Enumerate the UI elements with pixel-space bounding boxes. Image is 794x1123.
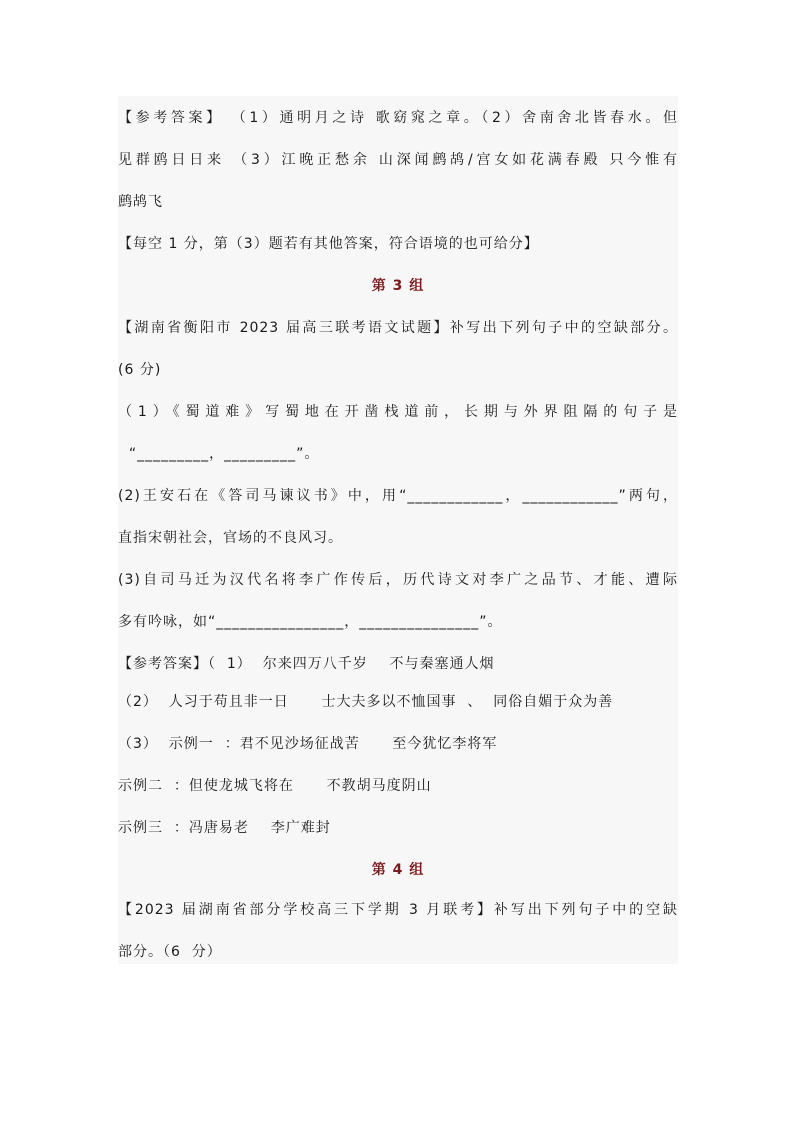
question-header: 【湖南省衡阳市 2023 届高三联考语文试题】补写出下列句子中的空缺部分。 (118, 320, 678, 336)
question-1-blank: “_________，_________”。 (118, 446, 320, 462)
answer-line-2: 见群鸥日日来 （3）江晚正愁余 山深闻鹧鸪/宫女如花满春殿 只今惟有 (118, 152, 678, 168)
scoring-note: 【每空 1 分，第（3）题若有其他答案，符合语境的也可给分】 (118, 236, 539, 252)
group-3-heading: 第 3 组 (371, 278, 425, 294)
answer-line-1: 【参考答案】 （1）通明月之诗 歌窈窕之章。（2）舍南舍北皆春水。但 (118, 110, 678, 126)
question-3: (3)自司马迁为汉代名将李广作传后，历代诗文对李广之品节、才能、遭际 (118, 572, 678, 588)
group-4-question-cont: 部分。（6 分） (118, 944, 222, 960)
answer-3-example-2: 示例二 ：但使龙城飞将在 不教胡马度阴山 (118, 778, 432, 794)
question-2: (2)王安石在《答司马谏议书》中，用“____________，____________”两句， (118, 488, 678, 504)
question-3-cont: 多有吟咏，如“________________，_______________”。 (118, 614, 503, 630)
question-2-cont: 直指宋朝社会，官场的不良风习。 (118, 530, 343, 546)
answer-3-example-1: （3） 示例一 ：君不见沙场征战苦 至今犹忆李将军 (118, 736, 498, 752)
group-4-question: 【2023 届湖南省部分学校高三下学期 3 月联考】补写出下列句子中的空缺 (118, 902, 678, 918)
answer-line-3: 鹧鸪飞 (118, 194, 163, 210)
answer-2: （2） 人习于苟且非一日 士大夫多以不恤国事 、 同俗自媚于众为善 (118, 694, 614, 710)
question-score: (6 分) (118, 362, 162, 378)
answer-3-example-3: 示例三 ：冯唐易老 李广难封 (118, 820, 331, 836)
group-4-heading: 第 4 组 (371, 862, 425, 878)
question-1: （1）《蜀道难》写蜀地在开凿栈道前，长期与外界阻隔的句子是 (118, 404, 678, 420)
answer-header: 【参考答案】（ 1） 尔来四万八千岁 不与秦塞通人烟 (118, 656, 495, 672)
